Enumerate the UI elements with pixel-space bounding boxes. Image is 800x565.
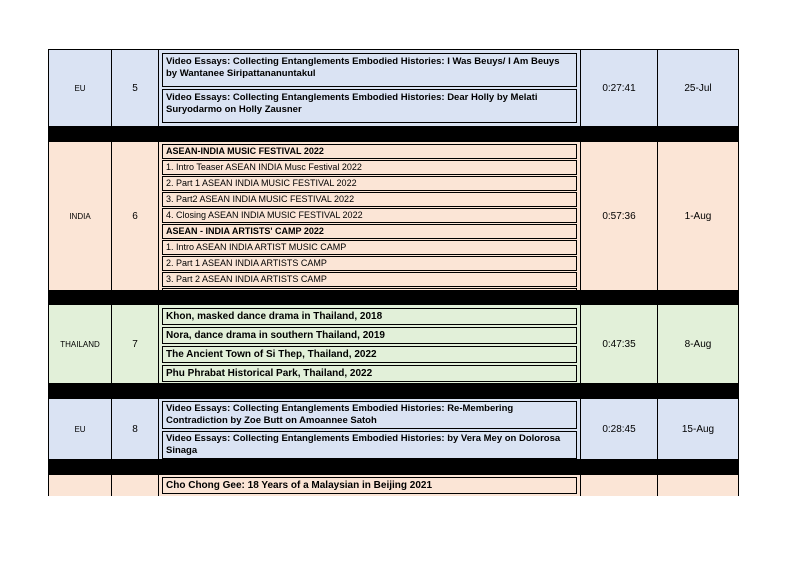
titles-cell <box>158 304 581 384</box>
table-row <box>48 141 739 291</box>
region-cell: EU <box>48 49 112 127</box>
duration-cell: 0:27:41 <box>580 49 658 127</box>
duration-cell: 0:47:35 <box>580 304 658 384</box>
number-cell: 5 <box>111 49 159 127</box>
program-title: 3. Part2 ASEAN INDIA MUSIC FESTIVAL 2022 <box>162 192 577 207</box>
number-cell: 6 <box>111 141 159 291</box>
region-cell <box>48 474 112 496</box>
date-cell <box>657 474 739 496</box>
program-title: Khon, masked dance drama in Thailand, 2018 <box>162 308 577 325</box>
date-cell: 8-Aug <box>657 304 739 384</box>
duration-cell: 0:57:36 <box>580 141 658 291</box>
titles-cell <box>158 474 581 496</box>
program-title: 2. Part 1 ASEAN INDIA MUSIC FESTIVAL 2022 <box>162 176 577 191</box>
duration-cell: 0:28:45 <box>580 398 658 460</box>
program-title: Nora, dance drama in southern Thailand, 2019 <box>162 327 577 344</box>
program-title: Video Essays: Collecting Entanglements Embodied Histories: I Was Beuys/ I Am Beuys by Wantanee Siripattananuntakul <box>162 53 577 87</box>
region-cell: EU <box>48 398 112 460</box>
program-title: Video Essays: Collecting Entanglements Embodied Histories: Dear Holly by Melati Suryodarmo on Holly Zausner <box>162 89 577 123</box>
row-separator <box>48 460 739 474</box>
program-title: 1. Intro Teaser ASEAN INDIA Musc Festival 2022 <box>162 160 577 175</box>
row-separator <box>48 384 739 398</box>
program-title: Cho Chong Gee: 18 Years of a Malaysian in Beijing 2021 <box>162 477 577 494</box>
program-title: 4. Closing ASEAN INDIA MUSIC FESTIVAL 2022 <box>162 208 577 223</box>
program-title: Video Essays: Collecting Entanglements Embodied Histories: by Vera Mey on Dolorosa Sinaga <box>162 431 577 459</box>
row-separator <box>48 127 739 141</box>
program-title: 1. Intro ASEAN INDIA ARTIST MUSIC CAMP <box>162 240 577 255</box>
region-cell: THAILAND <box>48 304 112 384</box>
program-title: The Ancient Town of Si Thep, Thailand, 2022 <box>162 346 577 363</box>
region-cell: INDIA <box>48 141 112 291</box>
titles-cell <box>158 49 581 127</box>
table-row <box>48 398 739 460</box>
program-title: 3. Part 2 ASEAN INDIA ARTISTS CAMP <box>162 272 577 287</box>
table-row <box>48 304 739 384</box>
titles-cell <box>158 141 581 291</box>
camp-heading: ASEAN - INDIA ARTISTS' CAMP 2022 <box>162 224 577 239</box>
number-cell: 7 <box>111 304 159 384</box>
program-title: Phu Phrabat Historical Park, Thailand, 2022 <box>162 365 577 382</box>
table-row <box>48 49 739 127</box>
table-row <box>48 474 739 496</box>
row-separator <box>48 291 739 304</box>
date-cell: 1-Aug <box>657 141 739 291</box>
titles-cell <box>158 398 581 460</box>
date-cell: 15-Aug <box>657 398 739 460</box>
date-cell: 25-Jul <box>657 49 739 127</box>
number-cell: 8 <box>111 398 159 460</box>
program-title: Video Essays: Collecting Entanglements Embodied Histories: Re-Membering Contradiction by Zoe Butt on Amoannee Satoh <box>162 401 577 429</box>
duration-cell <box>580 474 658 496</box>
program-title: 2. Part 1 ASEAN INDIA ARTISTS CAMP <box>162 256 577 271</box>
festival-heading: ASEAN-INDIA MUSIC FESTIVAL 2022 <box>162 144 577 159</box>
number-cell <box>111 474 159 496</box>
